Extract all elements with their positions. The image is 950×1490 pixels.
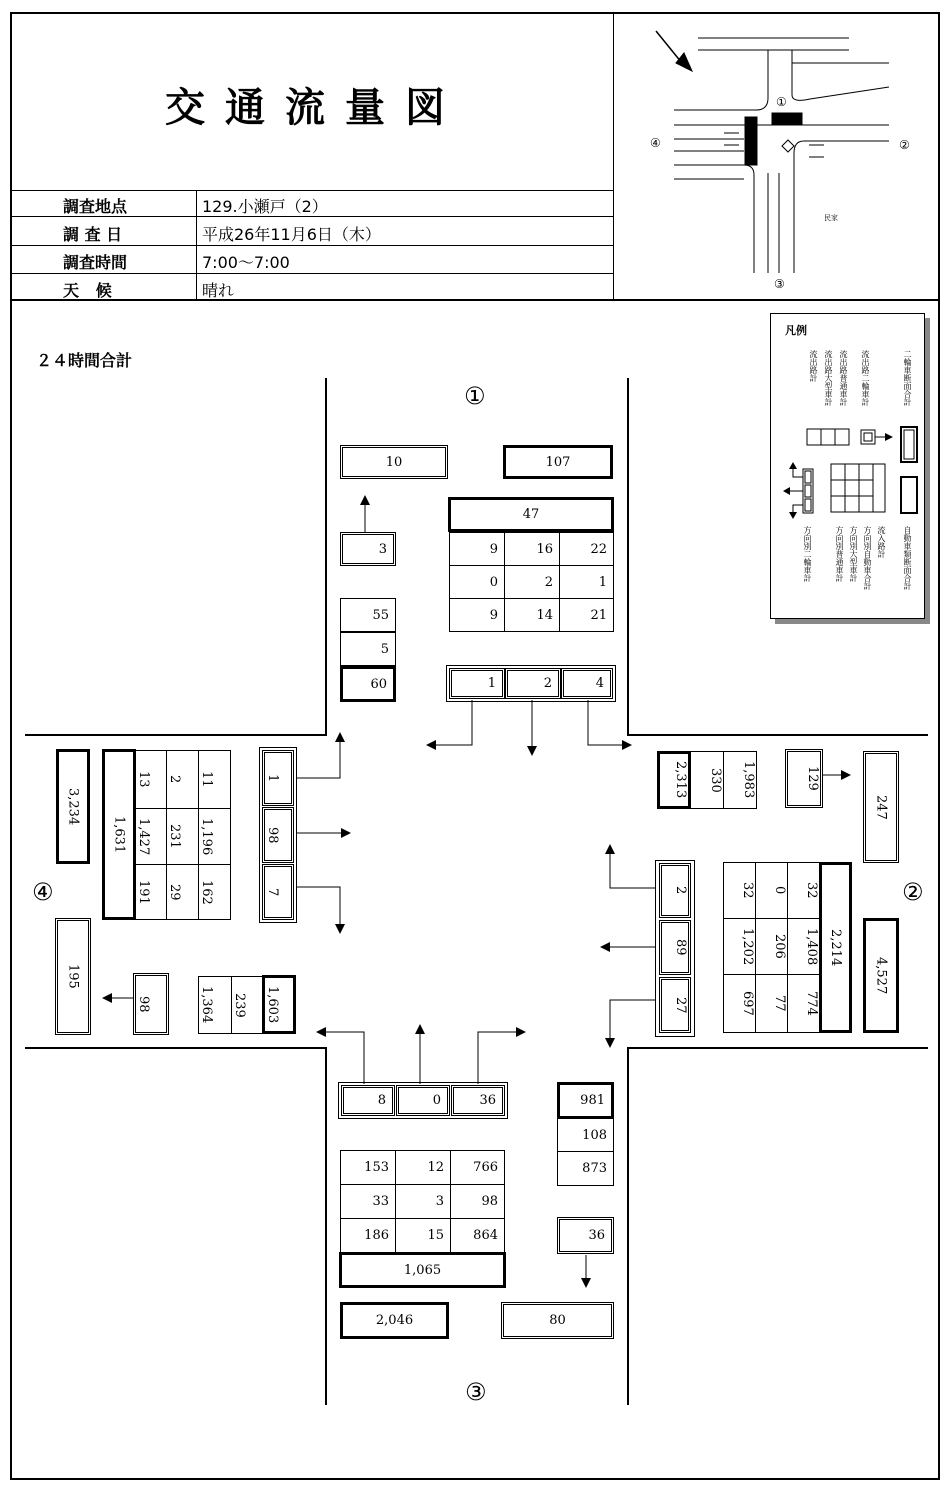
e-inflow-total: 2,214 [819,862,852,1033]
w-grid-cell: 1,427 [135,808,167,865]
e-grid-cell: 206 [755,918,788,975]
e-outflow-total: 2,313 [657,751,691,809]
leg-4-label: ④ [32,878,54,906]
e-cross-auto-total: 4,527 [863,918,899,1033]
legend-label: 流出路普通車計 [839,350,848,406]
legend-label: 二輪車断面合計 [903,350,912,406]
n-grid-cell: 16 [504,532,560,566]
leg-1-label: ① [464,382,486,410]
legend-label: 流出路二輪車計 [861,350,870,406]
w-dir-twowheel-left: 7 [262,864,294,920]
e-grid-cell: 77 [755,974,788,1033]
w-outflow-auto: 1,364 [198,976,232,1034]
w-dir-twowheel-right: 1 [262,750,294,806]
s-grid-cell: 186 [340,1218,396,1253]
w-outflow-twowheel: 98 [133,973,169,1035]
w-grid-cell: 1,196 [198,808,231,865]
map-leg-2-label: ② [899,138,910,152]
legend-label: 流出路計 [809,350,818,382]
n-outflow-total: 60 [340,666,396,702]
n-cross-auto-total: 107 [503,445,613,479]
e-grid-cell: 32 [787,862,820,919]
n-outflow-large: 5 [340,632,396,666]
map-leg-1-label: ① [776,95,787,109]
summary-label: ２４時間合計 [36,351,133,370]
legend-label: 方向別二輪車計 [803,526,812,582]
s-outflow-twowheel: 36 [557,1217,614,1254]
n-grid-cell: 14 [504,598,560,632]
map-note: 民家 [824,214,838,222]
weather-label: 天 候 [63,281,112,300]
legend-box [770,313,925,619]
s-grid-cell: 15 [395,1218,451,1253]
s-cross-auto-total: 2,046 [340,1302,449,1339]
w-grid-cell: 11 [198,750,231,809]
leg-3-label: ③ [465,1378,487,1406]
w-inflow-total: 1,631 [102,749,136,920]
survey-point-value: 129.小瀬戸（2） [202,197,328,216]
n-grid-cell: 21 [559,598,614,632]
s-grid-cell: 864 [450,1218,505,1253]
n-dir-twowheel-left: 1 [449,668,505,699]
legend-label: 流入路計 [877,526,886,558]
e-grid-cell: 32 [723,862,756,919]
n-grid-cell: 22 [559,532,614,566]
w-cross-auto-total: 3,234 [56,749,90,864]
n-grid-cell: 0 [449,565,505,599]
s-dir-twowheel-right: 36 [451,1085,505,1116]
s-grid-cell: 98 [450,1184,505,1219]
survey-time-label: 調査時間 [63,253,128,272]
s-outflow-large: 108 [557,1118,614,1152]
n-grid-cell: 9 [449,598,505,632]
w-dir-twowheel-straight: 98 [262,807,294,863]
e-cross-twowheel-total: 247 [863,751,899,863]
n-inflow-total: 47 [448,497,614,532]
e-grid-cell: 1,408 [787,918,820,975]
map-leg-3-label: ③ [774,277,785,291]
s-grid-cell: 33 [340,1184,396,1219]
map-leg-4-label: ④ [650,136,661,150]
legend-label: 流出路大型車計 [824,350,833,406]
s-dir-twowheel-left: 8 [341,1085,395,1116]
legend-label: 方向別大型車計 [849,526,858,582]
survey-date-label: 調 査 日 [63,225,123,244]
n-cross-twowheel-total: 10 [340,445,448,479]
e-outflow-large: 330 [690,751,724,809]
w-outflow-total: 1,603 [262,975,296,1034]
s-inflow-total: 1,065 [339,1252,506,1288]
legend-label: 方向別自動車合計 [863,526,872,590]
survey-date-value: 平成26年11月6日（木） [202,225,381,244]
s-cross-twowheel-total: 80 [501,1302,614,1339]
s-grid-cell: 153 [340,1150,396,1185]
e-grid-cell: 774 [787,974,820,1033]
weather-value: 晴れ [202,281,235,300]
e-outflow-auto: 1,983 [723,751,757,809]
survey-point-label: 調査地点 [63,197,128,216]
s-dir-twowheel-straight: 0 [396,1085,450,1116]
legend-title: 凡例 [785,324,807,337]
legend-label: 方向別普通車計 [835,526,844,582]
w-grid-cell: 29 [166,864,199,920]
e-grid-cell: 1,202 [723,918,756,975]
w-cross-twowheel-total: 195 [55,918,91,1035]
e-dir-twowheel-right: 2 [659,863,691,918]
n-dir-twowheel-straight: 2 [505,668,561,699]
w-grid-cell: 13 [135,750,167,809]
w-outflow-large: 239 [231,976,263,1034]
survey-time-value: 7:00～7:00 [202,253,290,272]
s-outflow-auto: 873 [557,1151,614,1186]
e-dir-twowheel-straight: 89 [659,920,691,975]
s-grid-cell: 766 [450,1150,505,1185]
leg-2-label: ② [902,878,924,906]
e-grid-cell: 0 [755,862,788,919]
w-grid-cell: 191 [135,864,167,920]
s-grid-cell: 12 [395,1150,451,1185]
n-dir-twowheel-right: 4 [561,668,613,699]
n-grid-cell: 2 [504,565,560,599]
n-outflow-twowheel: 3 [340,532,396,566]
legend-label: 自動車類断面合計 [903,526,912,590]
e-dir-twowheel-left: 27 [659,977,691,1033]
w-grid-cell: 2 [166,750,199,809]
n-outflow-auto: 55 [340,598,396,632]
w-grid-cell: 231 [166,808,199,865]
w-grid-cell: 162 [198,864,231,920]
page-title: 交通流量図 [165,85,465,131]
e-grid-cell: 697 [723,974,756,1033]
s-grid-cell: 3 [395,1184,451,1219]
n-grid-cell: 9 [449,532,505,566]
s-outflow-total: 981 [557,1082,614,1119]
n-grid-cell: 1 [559,565,614,599]
legend-diagram [771,419,926,519]
e-outflow-twowheel: 129 [785,749,823,808]
